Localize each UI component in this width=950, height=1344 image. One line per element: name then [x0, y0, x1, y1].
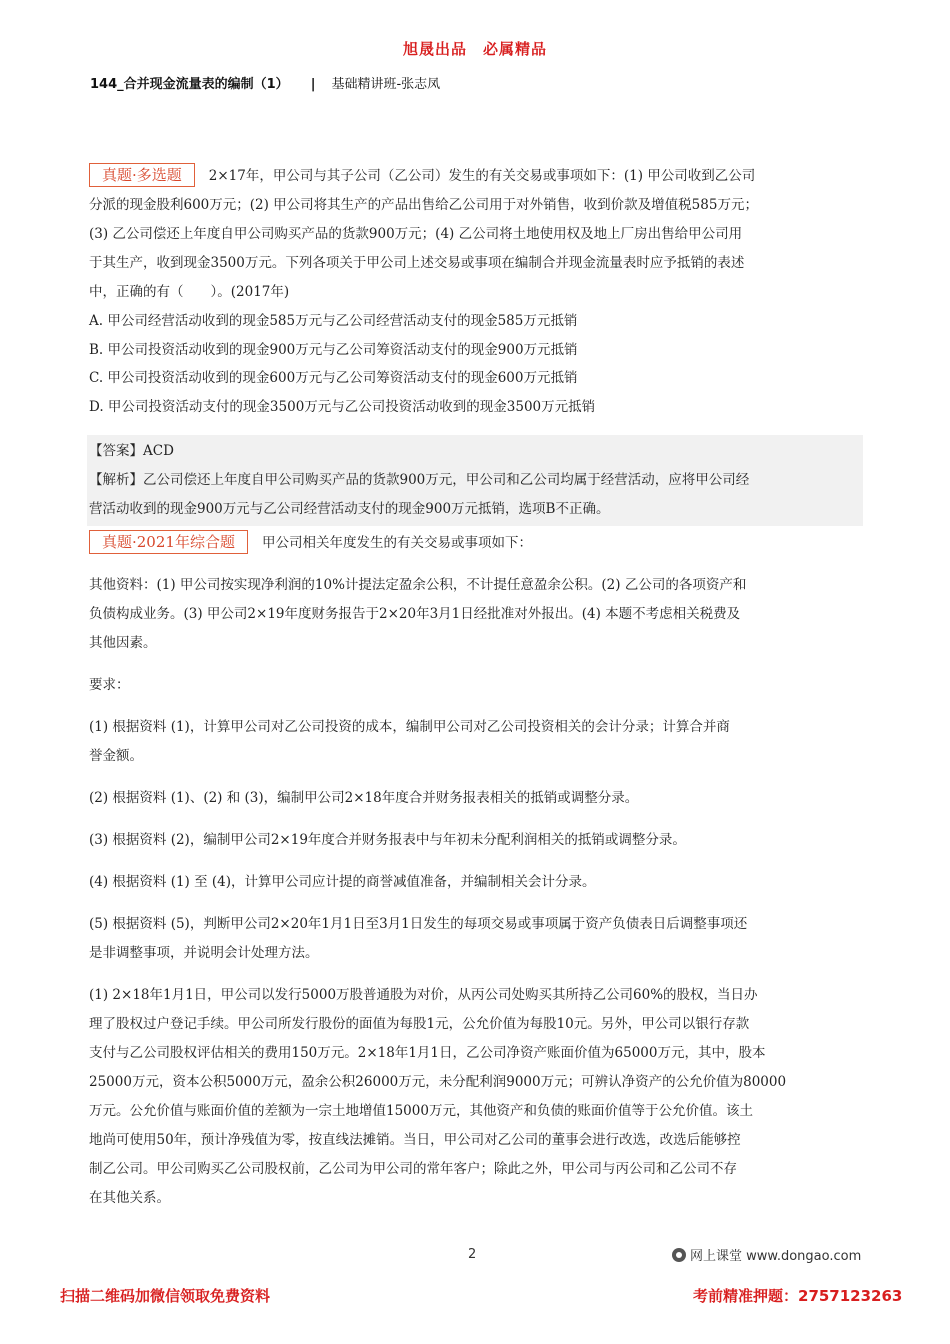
q1-stem-line: 中，正确的有（ ）。(2017年) [89, 284, 290, 300]
footer-brand[interactable]: 网上课堂 www.dongao.com [672, 1245, 861, 1264]
q1-stem-line: 真题·多选题 2×17年，甲公司与其子公司（乙公司）发生的有关交易或事项如下：(1) 甲公司收到乙公司 [89, 162, 861, 191]
material-1-line: 理了股权过户登记手续。甲公司所发行股份的面值为每股1元，公允价值为每股10元。另外，甲公司以银行存款 [89, 1016, 750, 1032]
material-1-line: 制乙公司。甲公司购买乙公司股权前，乙公司为甲公司的常年客户；除此之外，甲公司与丙公司和乙公司不存 [89, 1161, 737, 1177]
q1-stem-line: 分派的现金股利600万元；(2) 甲公司将其生产的产品出售给乙公司用于对外销售，收到价款及增值税585万元； [89, 197, 758, 213]
q1-stem-line: (3) 乙公司偿还上年度自甲公司购买产品的货款900万元；(4) 乙公司将土地使用权及地上厂房出售给甲公司用 [89, 226, 743, 242]
q1-tag: 真题·多选题 [89, 163, 195, 187]
analysis-line: 【解析】乙公司偿还上年度自甲公司购买产品的货款900万元，甲公司和乙公司均属于经营活动，应将甲公司经 [89, 472, 750, 488]
material-1-line: (1) 2×18年1月1日，甲公司以发行5000万股普通股为对价，从丙公司处购买其所持乙公司60%的股权，当日办 [89, 987, 758, 1003]
material-1-line: 25000万元，资本公积5000万元，盈余公积26000万元，未分配利润9000万元；可辨认净资产的公允价值为80000 [89, 1074, 787, 1090]
q2-intro: 甲公司相关年度发生的有关交易或事项如下： [261, 535, 532, 551]
requirement-5: (5) 根据资料 (5)，判断甲公司2×20年1月1日至3月1日发生的每项交易或事项属于资产负债表日后调整事项还 [89, 916, 748, 932]
answer-text: 【答案】ACD [89, 443, 174, 459]
material-1-line: 支付与乙公司股权评估相关的费用150万元。2×18年1月1日，乙公司净资产账面价值为65000万元，其中，股本 [89, 1045, 766, 1061]
q1-option-c: C. 甲公司投资活动收到的现金600万元与乙公司筹资活动支付的现金600万元抵销 [89, 370, 578, 386]
requirement-1-cont: 誉金额。 [89, 748, 143, 764]
promo-left: 扫描二维码加微信领取免费资料 [60, 1287, 271, 1305]
q1-option-a: A. 甲公司经营活动收到的现金585万元与乙公司经营活动支付的现金585万元抵销 [89, 313, 578, 329]
material-1-line: 地尚可使用50年，预计净残值为零，按直线法摊销。当日，甲公司对乙公司的董事会进行改选，改选后能够控 [89, 1132, 741, 1148]
top-banner: 旭晟出品 必属精品 [402, 40, 547, 58]
material-1-line: 万元。公允价值与账面价值的差额为一宗土地增值15000万元，其他资产和负债的账面价值等于公允价值。该土 [89, 1103, 753, 1119]
q1-option-d: D. 甲公司投资活动支付的现金3500万元与乙公司投资活动收到的现金3500万元抵销 [89, 398, 596, 415]
other-info-line: 其他资料：(1) 甲公司按实现净利润的10%计提法定盈余公积，不计提任意盈余公积。(2) 乙公司的各项资产和 [89, 577, 747, 593]
requirement-3: (3) 根据资料 (2)，编制甲公司2×19年度合并财务报表中与年初未分配利润相关的抵销或调整分录。 [89, 832, 686, 848]
page-header [90, 73, 440, 92]
class-teacher: 基础精讲班-张志凤 [331, 77, 441, 92]
dongao-logo-icon [672, 1248, 686, 1262]
header-separator: | [310, 77, 316, 92]
requirements-title: 要求： [89, 677, 130, 693]
other-info-line: 其他因素。 [89, 635, 157, 651]
question-2-header [89, 530, 861, 556]
page-number: 2 [468, 1247, 477, 1262]
other-info-line: 负债构成业务。(3) 甲公司2×19年度财务报告于2×20年3月1日经批准对外报出。(4) 本题不考虑相关税费及 [89, 606, 741, 622]
question-1 [89, 162, 861, 421]
promo-right: 考前精准押题：2757123263 [693, 1287, 903, 1305]
q2-tag: 真题·2021年综合题 [89, 530, 248, 554]
analysis-line: 营活动收到的现金900万元与乙公司经营活动支付的现金900万元抵销，选项B不正确。 [89, 501, 610, 517]
material-1-line: 在其他关系。 [89, 1190, 170, 1206]
requirement-1: (1) 根据资料 (1)，计算甲公司对乙公司投资的成本，编制甲公司对乙公司投资相关的会计分录；计算合并商 [89, 719, 730, 735]
requirement-2: (2) 根据资料 (1)、(2) 和 (3)，编制甲公司2×18年度合并财务报表相关的抵销或调整分录。 [89, 790, 639, 806]
main-content [89, 162, 861, 1213]
course-title: 144_合并现金流量表的编制（1） [90, 77, 289, 92]
requirement-4: (4) 根据资料 (1) 至 (4)，计算甲公司应计提的商誉减值准备，并编制相关会计分录。 [89, 874, 596, 890]
q1-option-b: B. 甲公司投资活动收到的现金900万元与乙公司筹资活动支付的现金900万元抵销 [89, 341, 578, 358]
answer-box [87, 435, 863, 526]
requirement-5-cont: 是非调整事项，并说明会计处理方法。 [89, 945, 319, 961]
q1-stem-line: 于其生产，收到现金3500万元。下列各项关于甲公司上述交易或事项在编制合并现金流量表时应予抵销的表述 [89, 255, 745, 271]
